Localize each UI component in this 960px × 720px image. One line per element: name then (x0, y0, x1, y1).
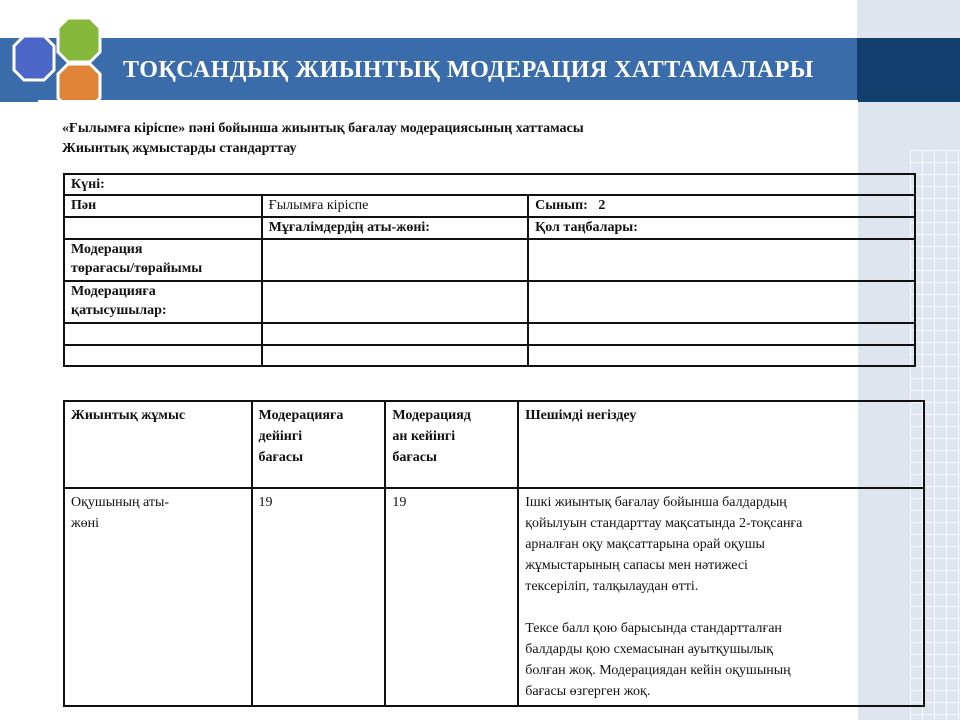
header-after-line: Модерацияд (392, 408, 471, 423)
subject-label-cell: Пән (64, 195, 262, 217)
empty-cell (64, 345, 262, 366)
chair-label-line: Модерация (71, 242, 143, 257)
title-banner-dark-end (857, 38, 960, 102)
reason-line: тексеріліп, талқылаудан өтті. (525, 579, 699, 594)
document-subheading: Жиынтық жұмыстарды стандарттау (62, 141, 297, 156)
header-after-line: бағасы (392, 450, 437, 465)
date-cell: Күні: (64, 174, 915, 195)
empty-cell (262, 323, 528, 345)
header-before-line: бағасы (258, 450, 304, 465)
empty-cell (262, 281, 528, 323)
participants-label-line: Модерацияға (71, 284, 156, 299)
participants-label-line: қатысушылар: (71, 303, 167, 318)
reason-spacer (525, 597, 917, 618)
student-name-cell (64, 488, 252, 706)
signatures-label-cell: Қол таңбалары: (528, 217, 915, 239)
reason-line: балдарды қою схемасынан ауытқушылық (525, 642, 774, 657)
score-after-cell: 19 (385, 488, 518, 706)
blue-hexagon-icon (14, 36, 54, 80)
header-before (252, 401, 386, 488)
empty-cell (528, 323, 915, 345)
header-before-line: Модерацияға (258, 408, 344, 423)
reason-line: Тексе балл қою барысында стандартталған (525, 621, 782, 636)
participants-label-cell (64, 281, 262, 323)
empty-cell (528, 239, 915, 281)
empty-cell (262, 239, 528, 281)
student-name-line: жөні (71, 516, 100, 531)
empty-cell (528, 345, 915, 366)
moderation-results-table (63, 400, 925, 707)
header-after-line: ан кейінгі (392, 429, 456, 444)
header-after (385, 401, 518, 488)
document-heading: «Ғылымға кіріспе» пәні бойынша жиынтық бағалау модерациясының хаттамасы (62, 121, 584, 136)
class-cell: Сынып: 2 (528, 195, 915, 217)
reason-cell (518, 488, 924, 706)
empty-cell (262, 345, 528, 366)
student-name-line: Оқушының аты- (71, 495, 170, 510)
chair-label-line: төрағасы/төрайымы (71, 261, 203, 276)
header-reason: Шешімді негіздеу (518, 401, 924, 488)
teachers-label-cell: Мұғалімдердің аты-жөні: (262, 217, 528, 239)
header-before-line: дейінгі (258, 429, 303, 444)
slide-title: ТОҚСАНДЫҚ ЖИЫНТЫҚ МОДЕРАЦИЯ ХАТТАМАЛАРЫ (123, 57, 814, 83)
moderation-info-table (63, 173, 916, 367)
reason-line: арналған оқу мақсаттарына орай оқушы (525, 537, 765, 552)
reason-line: қойылуын стандарттау мақсатында 2-тоқсанға (525, 516, 803, 531)
reason-line: бағасы өзгерген жоқ. (525, 684, 651, 699)
green-hexagon-icon (58, 18, 100, 62)
reason-line: болған жоқ. Модерациядан кейін оқушының (525, 663, 791, 678)
reason-line: Ішкі жиынтық бағалау бойынша балдардың (525, 495, 787, 510)
header-work: Жиынтық жұмыс (64, 401, 252, 488)
subject-value-cell: Ғылымға кіріспе (262, 195, 528, 217)
empty-cell (64, 323, 262, 345)
empty-cell (528, 281, 915, 323)
empty-cell (64, 217, 262, 239)
chair-label-cell (64, 239, 262, 281)
reason-line: жұмыстарының сапасы мен нәтижесі (525, 558, 748, 573)
score-before-cell: 19 (252, 488, 386, 706)
